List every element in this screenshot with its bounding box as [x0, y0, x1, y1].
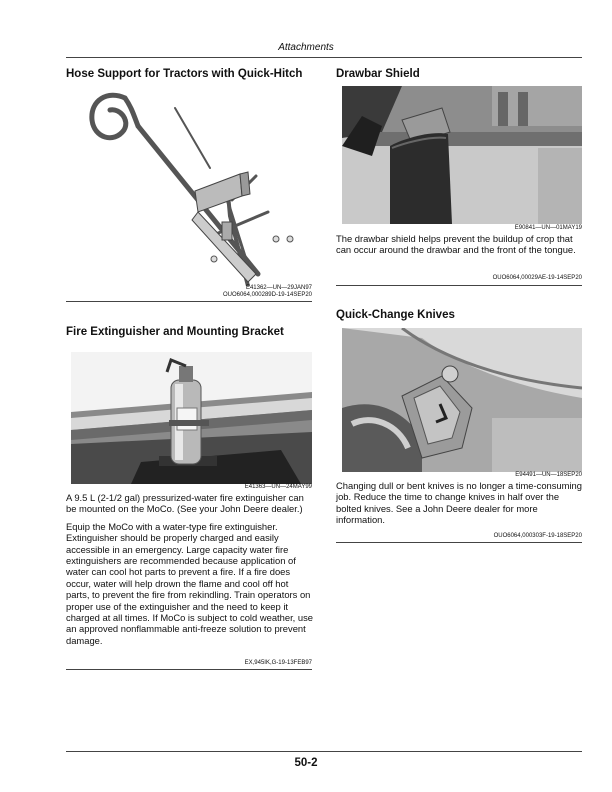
- quick-change-knives-heading: Quick-Change Knives: [336, 309, 455, 321]
- drawbar-section-rule: [336, 285, 582, 286]
- quick-change-knives-text: Changing dull or bent knives is no longer a time-consuming job. Reduce the time to change knives in half over the bolted knives. See a John Deere dealer for more information.: [336, 480, 582, 526]
- drawbar-shield-text: The drawbar shield helps prevent the buildup of crop that can occur around the drawbar and the front of the tongue.: [336, 233, 576, 256]
- knives-figure-caption: E94491—UN—18SEP20: [515, 472, 582, 478]
- fire-section-rule: [66, 669, 312, 670]
- knives-reference-code: OUO6064,000303F-19-18SEP20: [493, 533, 582, 539]
- drawbar-figure-caption: E90841—UN—01MAY19: [514, 225, 582, 231]
- fire-figure-caption: E41363—UN—24MAY99: [244, 484, 312, 490]
- hose-support-heading: Hose Support for Tractors with Quick-Hitch: [66, 68, 303, 80]
- quick-change-knives-photo: [342, 328, 582, 472]
- header-rule: [66, 57, 582, 58]
- hose-support-illustration: [80, 86, 315, 286]
- hose-figure-caption-2: OUO6064,000289D-19-14SEP20: [222, 292, 312, 298]
- fire-extinguisher-photo: [71, 352, 312, 484]
- page-header: Attachments: [278, 42, 334, 53]
- page-number: 50-2: [294, 757, 318, 769]
- fire-paragraph-2: Equip the MoCo with a water-type fire extinguisher. Extinguisher should be properly charged and easily accessible in an emergency. Large capacity water fire extinguishers are recommended because application of water can cool hot parts to prevent a fire. If a fire does occur, water will help drown the flame and cool off hot parts, to prevent the fire from rekindling. Train operators on proper use of the extinguisher and the need to keep it charged at all times. If MoCo is subject to cold weather, use an approved nonflammable anti-freeze solution to prevent damage.: [66, 520, 313, 646]
- fire-extinguisher-text: [66, 492, 314, 652]
- footer-rule: [66, 751, 582, 752]
- drawbar-shield-photo: [342, 86, 582, 224]
- knives-section-rule: [336, 542, 582, 543]
- hose-figure-caption-1: E41362—UN—29JAN97: [245, 285, 312, 291]
- hose-section-rule: [66, 301, 312, 302]
- drawbar-shield-heading: Drawbar Shield: [336, 68, 420, 80]
- fire-extinguisher-heading: Fire Extinguisher and Mounting Bracket: [66, 326, 284, 338]
- drawbar-reference-code: OUO6064,00029AE-19-14SEP20: [492, 275, 582, 281]
- fire-paragraph-1: A 9.5 L (2-1/2 gal) pressurized-water fire extinguisher can be mounted on the MoCo. (See your John Deere dealer.): [66, 492, 304, 515]
- fire-reference-code: EX,945IK,G-19-13FEB97: [244, 660, 312, 666]
